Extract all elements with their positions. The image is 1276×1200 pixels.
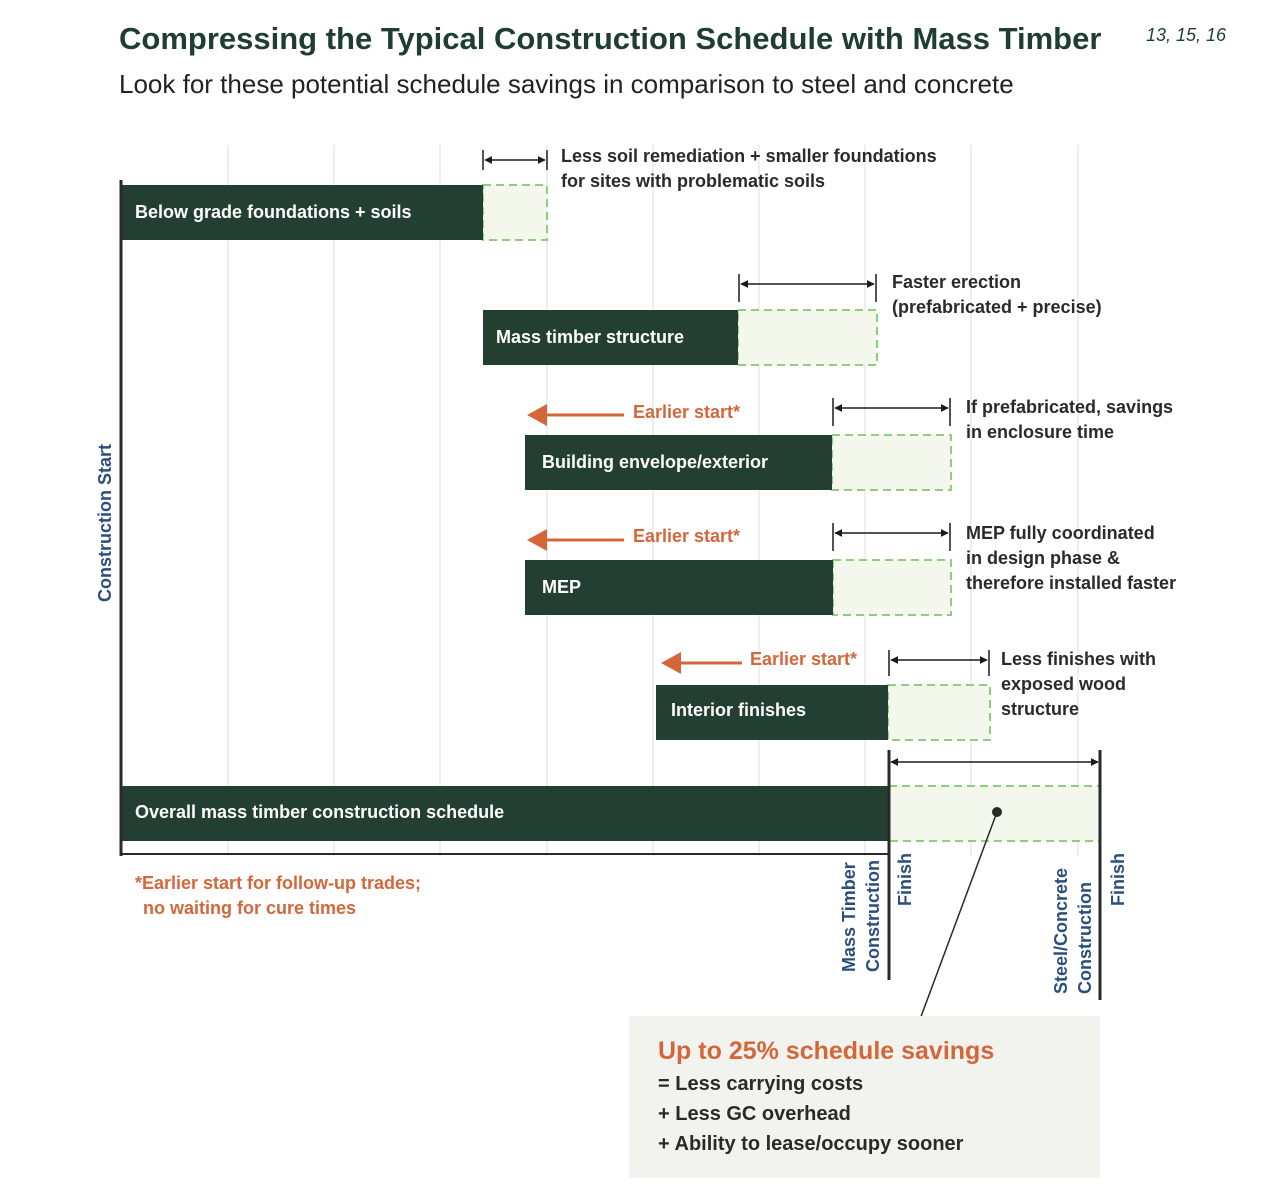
diagram-subtitle: Look for these potential schedule savings in comparison to steel and concrete: [119, 69, 1014, 99]
earlier-start-label-finishes: Earlier start*: [750, 649, 858, 669]
savings-line-3: + Ability to lease/occupy sooner: [658, 1133, 964, 1155]
bar-label-mep: MEP: [542, 577, 582, 597]
note-finishes-line-3: structure: [1001, 699, 1080, 719]
note-foundations-line-2: for sites with problematic soils: [561, 171, 826, 191]
savings-line-2: + Less GC overhead: [658, 1103, 851, 1125]
earlier-arrowhead-mep: [527, 529, 547, 551]
bar-label-foundations: Below grade foundations + soils: [135, 202, 412, 222]
note-foundations-line-1: Less soil remediation + smaller foundations: [561, 146, 937, 166]
bar-label-overall: Overall mass timber construction schedule: [135, 802, 505, 822]
note-envelope-line-1: If prefabricated, savings: [966, 397, 1174, 417]
sc-finish-label-line-1: Steel/Concrete: [1051, 867, 1071, 994]
note-envelope-line-2: in enclosure time: [966, 422, 1115, 442]
footnote-line-2: no waiting for cure times: [143, 898, 357, 918]
bar-label-structure: Mass timber structure: [496, 327, 685, 347]
earlier-start-label-mep: Earlier start*: [633, 526, 741, 546]
saving-box-finishes: [888, 685, 990, 740]
construction-start-label: Construction Start: [95, 443, 115, 602]
earlier-arrowhead-finishes: [661, 652, 681, 674]
sc-finish-label-line-2: Construction: [1075, 882, 1095, 994]
note-structure-line-2: (prefabricated + precise): [892, 297, 1102, 317]
grid-lines: [228, 145, 1078, 856]
bar-label-envelope: Building envelope/exterior: [542, 452, 769, 472]
note-mep-line-2: in design phase &: [966, 548, 1121, 568]
callout-leader-line: [919, 812, 997, 1022]
note-finishes-line-1: Less finishes with: [1001, 649, 1157, 669]
earlier-arrowhead-envelope: [527, 404, 547, 426]
title-references: 13, 15, 16: [1146, 25, 1227, 45]
note-mep-line-3: therefore installed faster: [966, 573, 1177, 593]
mt-finish-label-line-1: Mass Timber: [839, 862, 859, 972]
saving-box-mep: [833, 560, 951, 615]
bar-label-finishes: Interior finishes: [671, 700, 807, 720]
saving-box-foundations: [483, 185, 547, 240]
footnote-line-1: *Earlier start for follow-up trades;: [135, 873, 422, 893]
earlier-start-label-envelope: Earlier start*: [633, 402, 741, 422]
note-mep-line-1: MEP fully coordinated: [966, 523, 1155, 543]
savings-title: Up to 25% schedule savings: [658, 1037, 995, 1065]
saving-box-envelope: [832, 435, 951, 490]
callout-leader-dot: [992, 807, 1002, 817]
savings-line-1: = Less carrying costs: [658, 1073, 864, 1095]
diagram-title: Compressing the Typical Construction Schedule with Mass Timber: [119, 21, 1102, 56]
mt-finish-label-line-3: Finish: [895, 853, 915, 906]
note-finishes-line-2: exposed wood: [1001, 674, 1127, 694]
sc-finish-label-line-3: Finish: [1108, 853, 1128, 906]
saving-box-structure: [738, 310, 877, 365]
note-structure-line-1: Faster erection: [892, 272, 1022, 292]
mt-finish-label-line-2: Construction: [863, 860, 883, 972]
